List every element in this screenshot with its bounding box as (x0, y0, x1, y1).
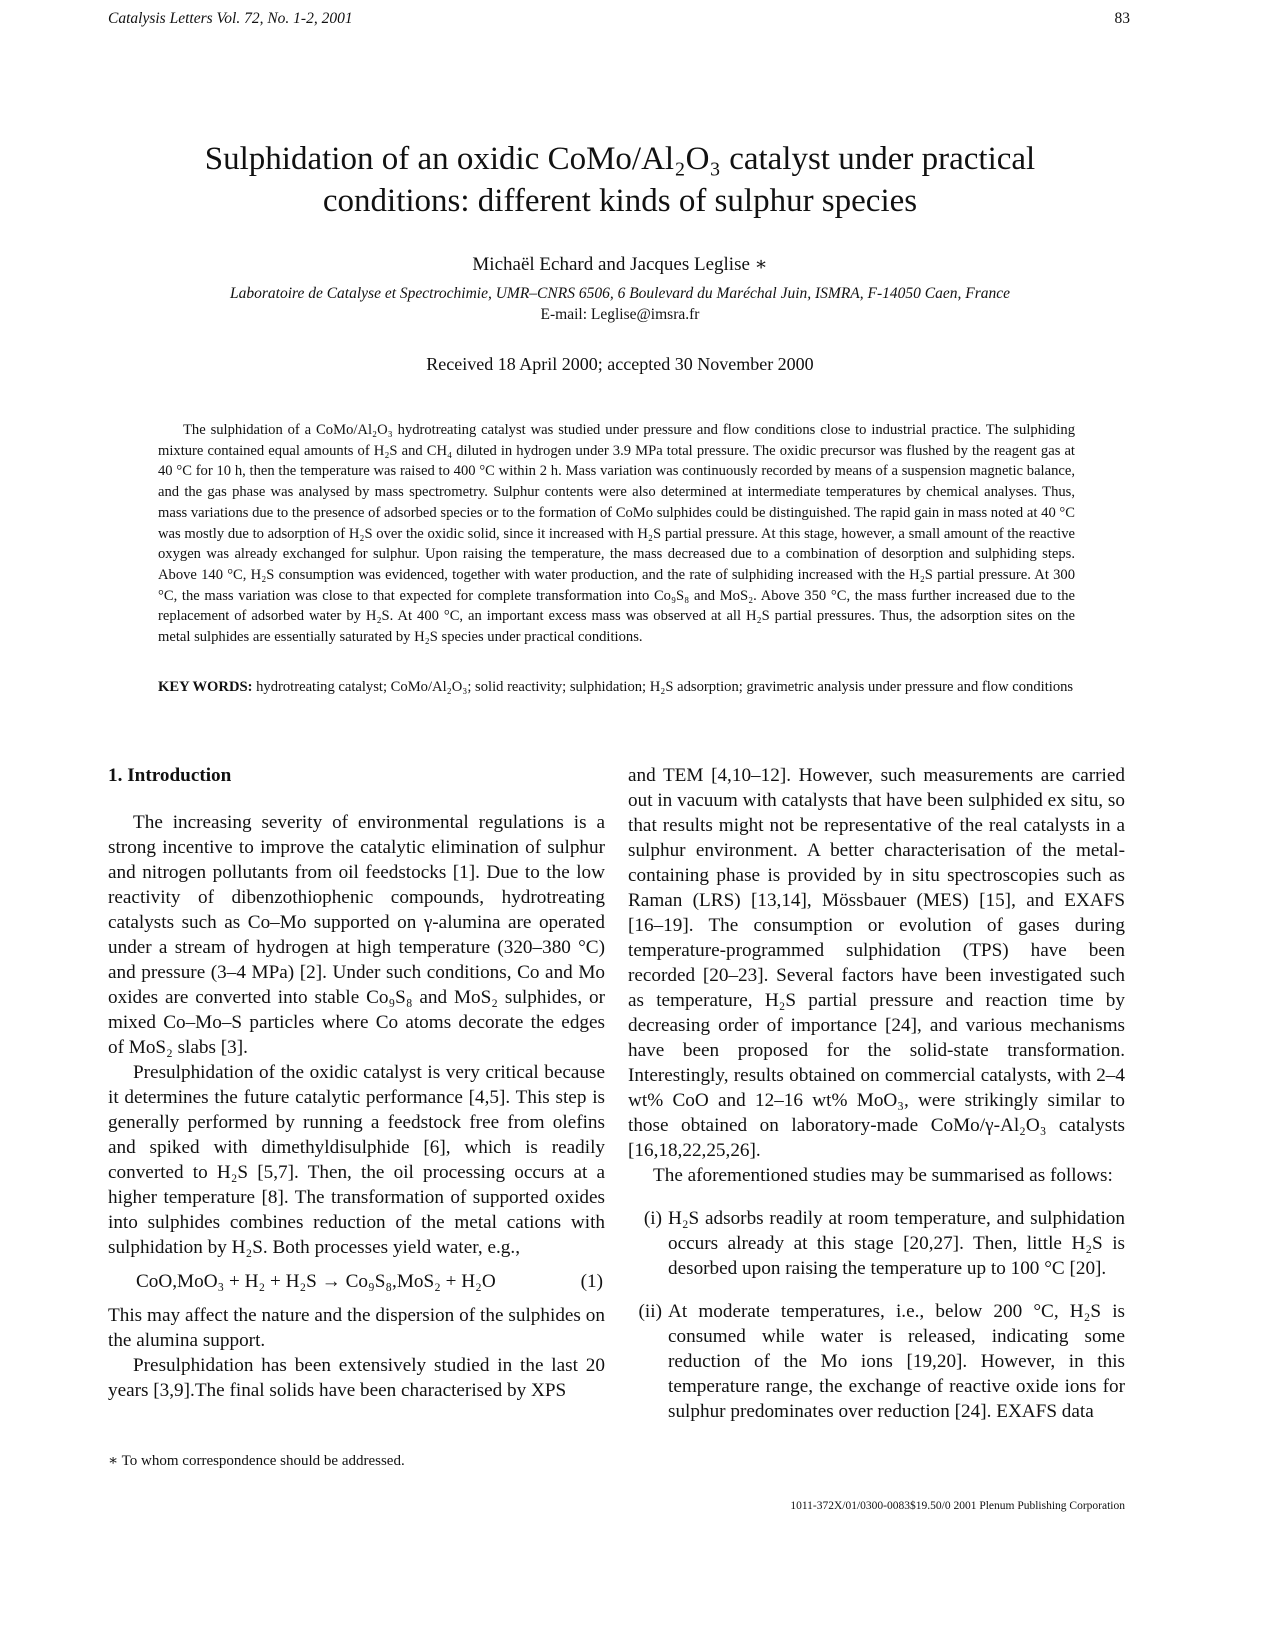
list-item-number: (i) (643, 1208, 662, 1229)
paragraph-4: Presulphidation has been extensively studied in the last 20 years [3,9].The final solids have been characterised by XPS (108, 1355, 605, 1401)
page-number: 83 (1114, 10, 1130, 27)
title-line-1: Sulphidation of an oxidic CoMo/Al₂O₃ catalyst under practical (204, 141, 1036, 177)
paragraph-5: and TEM [4,10–12]. However, such measurements are carried out in vacuum with catalysts that have been sulphided ex situ, so that results might not be representative of the real catalysts in a sulphur environment. A better characterisation of the metal-containing phase is provided by in situ spectroscopies such as Raman (LRS) [13,14], Mössbauer (MES) [15], and EXAFS [16–19]. The consumption or evolution of gases during temperature-programmed sulphidation (TPS) have been recorded [20–23]. Several factors have been investigated such as temperature, H₂S partial pressure and reaction time by decreasing order of importance [24], and various mechanisms have been proposed for the solid-state transformation. Interestingly, results obtained on commercial catalysts, with 2–4 wt% CoO and 12–16 wt% MoO₃, were strikingly similar to those obtained on laboratory-made CoMo/γ-Al₂O₃ catalysts [16,18,22,25,26]. (628, 765, 1125, 1161)
section-heading: 1. Introduction (108, 765, 232, 786)
footnote: ∗ To whom correspondence should be addressed. (108, 1453, 405, 1469)
list-item (628, 1299, 1125, 1424)
paragraph-1: The increasing severity of environmental regulations is a strong incentive to improve the catalytic elimination of sulphur and nitrogen pollutants from oil feedstocks [1]. Due to the low reactivity of dibenzothiophenic compounds, hydrotreating catalysts such as Co–Mo supported on γ-alumina are operated under a stream of hydrogen at high temperature (320–380 °C) and pressure (3–4 MPa) [2]. Under such conditions, Co and Mo oxides are converted into stable Co₉S₈ and MoS₂ sulphides, or mixed Co–Mo–S particles where Co atoms decorate the edges of MoS₂ slabs [3]. (108, 812, 605, 1058)
list-item-text: H₂S adsorbs readily at room temperature, and sulphidation occurs already at this stage [20,27]. Then, little H₂S is desorbed upon raising the temperature up to 100 °C [20]. (668, 1208, 1125, 1279)
list-item-number: (ii) (638, 1301, 662, 1322)
right-column (628, 763, 1125, 1424)
list-item-text: At moderate temperatures, i.e., below 200 °C, H₂S is consumed while water is released, indicating some reduction of the Mo ions [19,20]. However, in this temperature range, the exchange of reactive oxide ions for sulphur predominates over reduction [24]. EXAFS data (668, 1301, 1125, 1422)
authors: Michaël Echard and Jacques Leglise ∗ (472, 254, 768, 275)
paper-title (160, 138, 1080, 222)
paragraph-2: Presulphidation of the oxidic catalyst is very critical because it determines the future catalytic performance [4,5]. This step is generally performed by running a feedstock free from olefins and spiked with dimethyldisulphide [6], which is readily converted to H₂S [5,7]. Then, the oil processing occurs at a higher temperature [8]. The transformation of supported oxides into sulphides combines reduction of the metal cations with sulphidation by H₂S. Both processes yield water, e.g., (108, 1062, 605, 1258)
keywords-label: KEY WORDS: (158, 679, 253, 695)
received-dates: Received 18 April 2000; accepted 30 November 2000 (426, 354, 814, 374)
journal-header: Catalysis Letters Vol. 72, No. 1-2, 2001 (108, 10, 353, 27)
email: E-mail: Leglise@imsra.fr (540, 306, 700, 323)
abstract: The sulphidation of a CoMo/Al₂O₃ hydrotreating catalyst was studied under pressure and flow conditions close to industrial practice. The sulphiding mixture contained equal amounts of H₂S and CH₄ diluted in hydrogen under 3.9 MPa total pressure. The oxidic precursor was flushed by the reagent gas at 40 °C for 10 h, then the temperature was raised to 400 °C within 2 h. Mass variation was continuously recorded by means of a suspension magnetic balance, and the gas phase was analysed by mass spectrometry. Sulphur contents were also determined at intermediate temperatures by chemical analyses. Thus, mass variations due to the presence of adsorbed species or to the formation of CoMo sulphides could be distinguished. The rapid gain in mass noted at 40 °C was mostly due to adsorption of H₂S over the oxidic solid, since it increased with H₂S partial pressure. At this stage, however, a small amount of the reactive oxygen was already exchanged for sulphur. Upon raising the temperature, the mass decreased due to a combination of desorption and sulphiding steps. Above 140 °C, H₂S consumption was evidenced, together with water production, and the rate of sulphiding increased with the H₂S partial pressure. At 300 °C, the mass variation was close to that expected for complete transformation into Co₉S₈ and MoS₂. Above 350 °C, the mass further increased due to the replacement of adsorbed water by H₂S. At 400 °C, an important excess mass was observed at all H₂S partial pressures. Thus, the adsorption sites on the metal sulphides are essentially saturated by H₂S species under practical conditions. (158, 422, 1075, 646)
keywords (158, 677, 1075, 698)
keywords-text: hydrotreating catalyst; CoMo/Al₂O₃; solid reactivity; sulphidation; H₂S adsorption; gravimetric analysis under pressure and flow conditions (256, 679, 1074, 695)
list-item (628, 1206, 1125, 1281)
left-column (108, 763, 605, 1403)
equation-number: (1) (580, 1271, 603, 1292)
title-line-2: conditions: different kinds of sulphur species (322, 183, 918, 219)
paragraph-3: This may affect the nature and the dispersion of the sulphides on the alumina support. (108, 1305, 605, 1351)
equation (136, 1269, 605, 1294)
paragraph-6: The aforementioned studies may be summarised as follows: (653, 1165, 1113, 1186)
equation-body: CoO,MoO₃ + H₂ + H₂S → Co₉S₈,MoS₂ + H₂O (136, 1271, 496, 1292)
affiliation: Laboratoire de Catalyse et Spectrochimie, UMR–CNRS 6506, 6 Boulevard du Maréchal Juin, ISMRA, F-14050 Caen, France (229, 285, 1011, 302)
copyright-footer: 1011-372X/01/0300-0083$19.50/0 2001 Plenum Publishing Corporation (790, 1500, 1125, 1512)
